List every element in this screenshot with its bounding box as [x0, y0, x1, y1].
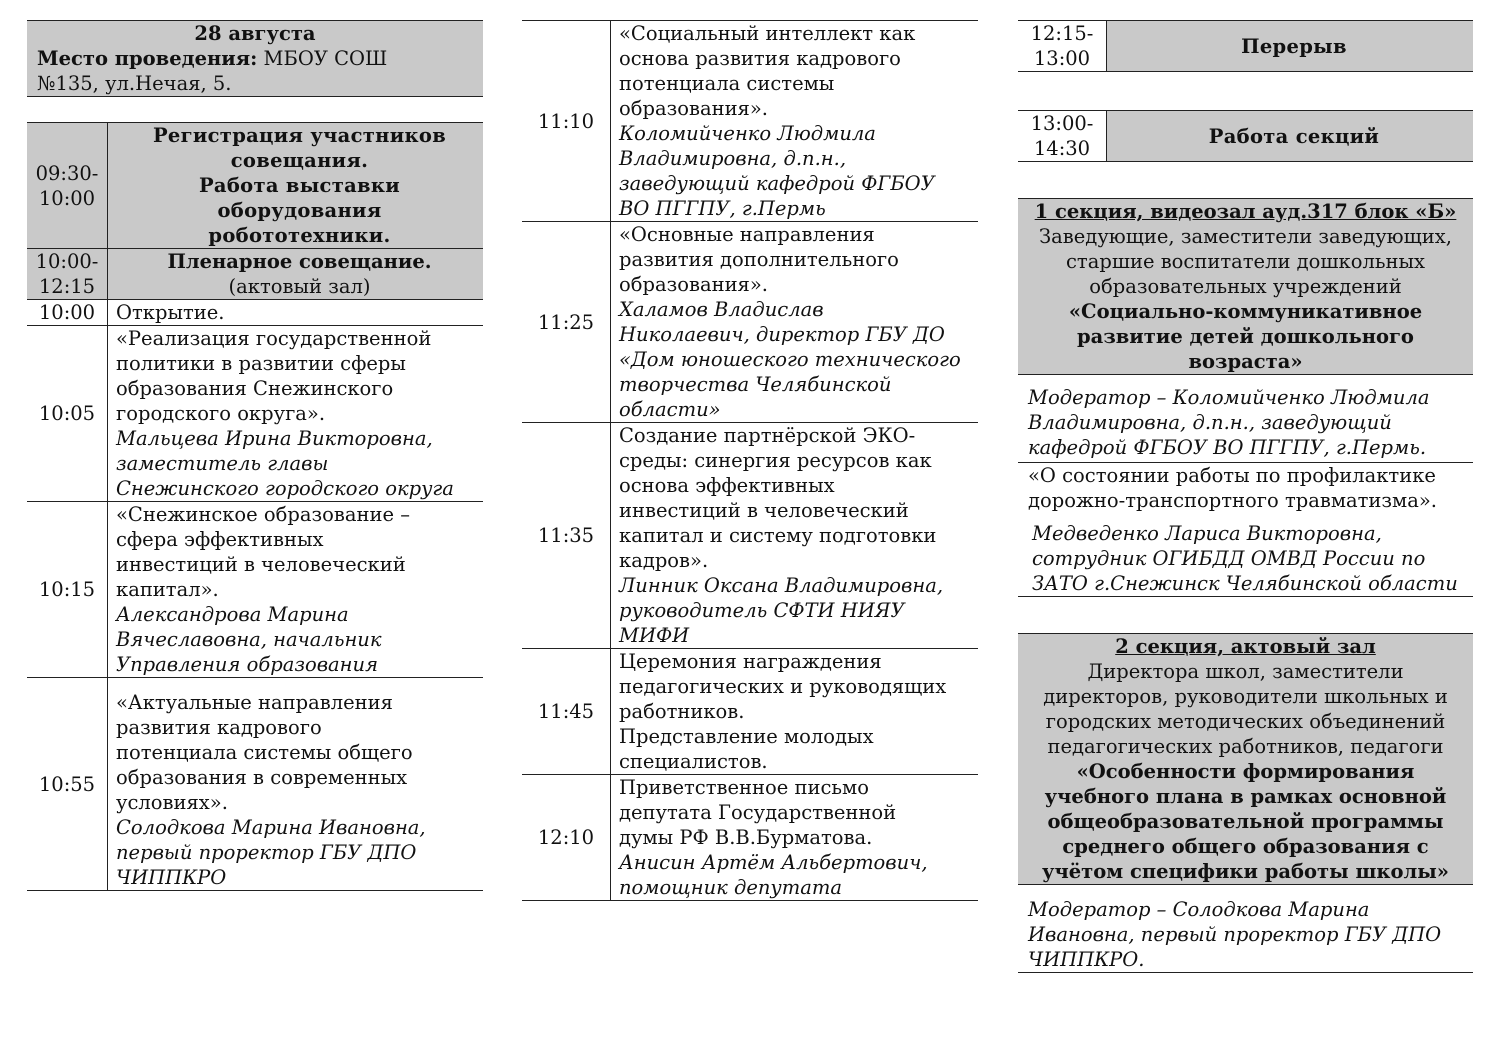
- item-speaker: Николаевич, директор ГБУ ДО: [619, 323, 945, 346]
- opening-text: Открытие.: [108, 300, 484, 326]
- event-date: 28 августа: [194, 22, 316, 45]
- column-left: [27, 20, 483, 891]
- break-row: [1018, 21, 1473, 72]
- item-speaker: «Дом юношеского технического: [619, 348, 961, 371]
- moderator-line: Ивановна, первый проректор ГБУ ДПО: [1028, 923, 1442, 946]
- section-2-theme: учебного плана в рамках основной: [1044, 785, 1447, 808]
- registration-time-end: 10:00: [38, 186, 96, 210]
- break-time-start: 12:15-: [1030, 22, 1094, 45]
- section-1-theme: развитие детей дошкольного: [1077, 325, 1414, 348]
- sections-work-table: [1018, 110, 1473, 162]
- talk-speaker-line: сотрудник ОГИБДД ОМВД России по: [1032, 547, 1426, 570]
- item-speaker: ЧИППКРО: [116, 866, 227, 889]
- schedule-item: [522, 21, 978, 222]
- section-1-theme: возраста»: [1188, 350, 1303, 373]
- section-2: [1018, 633, 1473, 973]
- opening-row: [27, 300, 483, 326]
- registration-line: совещания.: [230, 149, 369, 172]
- venue-label: Место проведения:: [37, 47, 258, 70]
- item-time: 10:15: [27, 502, 108, 678]
- item-speaker: заместитель главы: [116, 452, 329, 475]
- section-2-audience: директоров, руководители школьных и: [1043, 685, 1448, 708]
- break-time: [1018, 21, 1107, 72]
- registration-time-start: 09:30-: [35, 161, 99, 185]
- item-speaker: Халамов Владислав: [619, 298, 824, 321]
- section-1: [1018, 198, 1473, 597]
- item-speaker: Мальцева Ирина Викторовна,: [116, 427, 433, 450]
- registration-line: Регистрация участников: [152, 124, 447, 147]
- sections-work-time-end: 14:30: [1033, 137, 1091, 160]
- break-time-end: 13:00: [1033, 47, 1091, 70]
- break-title: Перерыв: [1107, 21, 1474, 72]
- item-text: инвестиций в человеческий: [619, 499, 909, 522]
- item-content: [611, 21, 979, 222]
- item-content: [611, 222, 979, 423]
- section-1-moderator: [1018, 375, 1473, 463]
- item-time: 12:10: [522, 775, 611, 901]
- section-1-talk: [1018, 463, 1473, 513]
- section-2-audience: городских методических объединений: [1045, 710, 1446, 733]
- item-text: образования».: [619, 273, 768, 296]
- item-speaker: Снежинского городского округа: [116, 477, 454, 500]
- registration-line: Работа выставки: [198, 174, 401, 197]
- section-1-audience: образовательных учреждений: [1089, 275, 1402, 298]
- talk-line: «О состоянии работы по профилактике: [1028, 464, 1436, 487]
- item-text: основа эффективных: [619, 474, 835, 497]
- section-2-audience: Директора школ, заместители: [1087, 660, 1404, 683]
- item-text: сфера эффективных: [116, 528, 324, 551]
- item-text: «Социальный интеллект как: [619, 22, 916, 45]
- item-speaker: области»: [619, 398, 721, 421]
- item-speaker: руководитель СФТИ НИЯУ: [619, 599, 905, 622]
- item-text: основа развития кадрового: [619, 47, 901, 70]
- item-speaker: заведующий кафедрой ФГБОУ: [619, 172, 935, 195]
- item-speaker: Анисин Артём Альбертович,: [619, 851, 928, 874]
- item-text: политики в развитии сферы: [116, 352, 406, 375]
- item-text: условиях».: [116, 791, 228, 814]
- break-table: [1018, 20, 1473, 72]
- item-speaker: Линник Оксана Владимировна,: [619, 574, 944, 597]
- item-text: образования Снежинского: [116, 377, 394, 400]
- registration-title: [108, 123, 484, 249]
- item-text: потенциала системы: [619, 72, 835, 95]
- item-speaker: первый проректор ГБУ ДПО: [116, 841, 417, 864]
- sections-work-title: Работа секций: [1107, 111, 1474, 162]
- event-header: [27, 20, 483, 97]
- sections-work-row: [1018, 111, 1473, 162]
- item-time: 10:05: [27, 326, 108, 502]
- event-venue: [37, 46, 473, 96]
- plenary-row: [27, 249, 483, 300]
- moderator-line: ЧИППКРО.: [1028, 948, 1145, 971]
- section-1-theme: «Социально-коммуникативное: [1068, 300, 1423, 323]
- item-text: городского округа».: [116, 402, 326, 425]
- section-1-title: 1 секция, видеозал ауд.317 блок «Б»: [1034, 200, 1457, 223]
- item-text: депутата Государственной: [619, 801, 897, 824]
- item-text: капитал».: [116, 578, 219, 601]
- item-text: Приветственное письмо: [619, 776, 869, 799]
- item-text: педагогических и руководящих: [619, 675, 947, 698]
- section-2-theme: среднего общего образования с: [1062, 835, 1429, 858]
- venue-line2: №135, ул.Нечая, 5.: [37, 72, 232, 95]
- section-2-title: 2 секция, актовый зал: [1115, 635, 1376, 658]
- item-speaker: Коломийченко Людмила: [619, 122, 876, 145]
- talk-speaker-line: Медведенко Лариса Викторовна,: [1032, 522, 1382, 545]
- item-speaker: Вячеславовна, начальник: [116, 628, 382, 651]
- item-text: «Актуальные направления: [116, 691, 393, 714]
- plenary-heading: Пленарное совещание.: [167, 250, 432, 273]
- section-2-theme: общеобразовательной программы: [1047, 810, 1444, 833]
- item-content: [108, 502, 484, 678]
- talk-speaker-line: ЗАТО г.Снежинск Челябинской области: [1032, 572, 1458, 595]
- item-text: кадров».: [619, 549, 709, 572]
- schedule-item: [27, 678, 483, 891]
- moderator-line: Владимировна, д.п.н., заведующий: [1028, 411, 1392, 434]
- moderator-line: Модератор – Солодкова Марина: [1028, 898, 1370, 921]
- item-text: развития дополнительного: [619, 248, 899, 271]
- registration-line: оборудования: [217, 199, 382, 222]
- item-time: 10:55: [27, 678, 108, 891]
- section-2-audience: педагогических работников, педагоги: [1047, 735, 1444, 758]
- item-text: специалистов.: [619, 750, 768, 773]
- registration-row: [27, 123, 483, 249]
- item-text: «Снежинское образование –: [116, 503, 410, 526]
- item-content: [611, 775, 979, 901]
- item-speaker: ВО ПГГПУ, г.Пермь: [619, 197, 826, 220]
- sections-work-time: [1018, 111, 1107, 162]
- moderator-line: Модератор – Коломийченко Людмила: [1028, 386, 1430, 409]
- schedule-item: [27, 502, 483, 678]
- item-text: потенциала системы общего: [116, 741, 413, 764]
- moderator-line: кафедрой ФГБОУ ВО ПГГПУ, г.Пермь.: [1028, 436, 1427, 459]
- item-text: работников.: [619, 700, 745, 723]
- talk-line: дорожно-транспортного травматизма».: [1028, 489, 1437, 512]
- opening-time: 10:00: [27, 300, 108, 326]
- item-speaker: помощник депутата: [619, 876, 842, 899]
- item-speaker: Владимировна, д.п.н.,: [619, 147, 847, 170]
- section-2-theme: учётом специфики работы школы»: [1041, 860, 1449, 883]
- plenary-location: (актовый зал): [228, 275, 371, 298]
- plenary-time-end: 12:15: [38, 275, 96, 298]
- item-text: капитал и систему подготовки: [619, 524, 937, 547]
- item-time: 11:45: [522, 649, 611, 775]
- item-text: «Основные направления: [619, 223, 875, 246]
- column-middle: [522, 20, 978, 901]
- schedule-item: [522, 649, 978, 775]
- section-2-moderator: [1018, 885, 1473, 973]
- section-1-audience: Заведующие, заместители заведующих,: [1039, 225, 1452, 248]
- schedule-item: [522, 222, 978, 423]
- schedule-table-left: [27, 122, 483, 891]
- section-1-header: [1018, 198, 1473, 375]
- item-time: 11:35: [522, 423, 611, 649]
- item-content: [611, 423, 979, 649]
- item-time: 11:25: [522, 222, 611, 423]
- section-2-theme: «Особенности формирования: [1076, 760, 1415, 783]
- section-1-audience: старшие воспитатели дошкольных: [1066, 250, 1425, 273]
- plenary-title: [108, 249, 484, 300]
- schedule-item: [27, 326, 483, 502]
- section-2-header: [1018, 633, 1473, 885]
- item-speaker: Управления образования: [116, 653, 378, 676]
- column-right: [1018, 20, 1473, 973]
- item-text: думы РФ В.В.Бурматова.: [619, 826, 873, 849]
- plenary-time: [27, 249, 108, 300]
- item-time: 11:10: [522, 21, 611, 222]
- item-content: [611, 649, 979, 775]
- item-text: Представление молодых: [619, 725, 874, 748]
- venue-line1: МБОУ СОШ: [257, 47, 388, 70]
- schedule-item: [522, 423, 978, 649]
- schedule-table-middle: [522, 20, 978, 901]
- item-speaker: МИФИ: [619, 624, 690, 647]
- item-text: образования в современных: [116, 766, 408, 789]
- item-content: [108, 326, 484, 502]
- item-text: инвестиций в человеческий: [116, 553, 406, 576]
- item-speaker: творчества Челябинской: [619, 373, 892, 396]
- item-text: образования».: [619, 97, 768, 120]
- item-text: Церемония награждения: [619, 650, 882, 673]
- item-speaker: Солодкова Марина Ивановна,: [116, 816, 426, 839]
- registration-line: робототехники.: [208, 224, 391, 247]
- item-text: «Реализация государственной: [116, 327, 432, 350]
- item-text: развития кадрового: [116, 716, 322, 739]
- section-1-talk-speaker: [1018, 513, 1473, 597]
- item-text: Создание партнёрской ЭКО-: [619, 424, 916, 447]
- item-speaker: Александрова Марина: [116, 603, 349, 626]
- item-content: [108, 678, 484, 891]
- sections-work-time-start: 13:00-: [1030, 112, 1094, 135]
- registration-time: [27, 123, 108, 249]
- plenary-time-start: 10:00-: [35, 250, 99, 273]
- item-text: среды: синергия ресурсов как: [619, 449, 932, 472]
- schedule-item: [522, 775, 978, 901]
